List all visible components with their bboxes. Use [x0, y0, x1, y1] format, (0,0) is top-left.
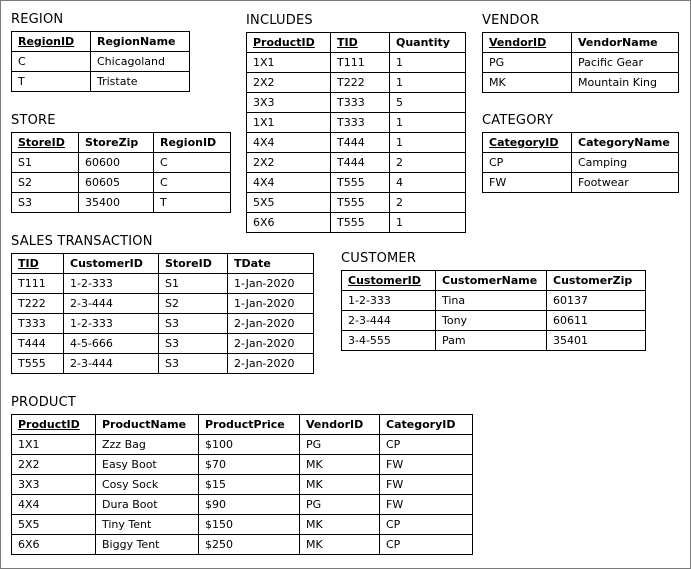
table-cell: 60137 [547, 291, 646, 311]
table-cell: Footwear [572, 173, 679, 193]
table-row [12, 535, 473, 555]
table-cell: T444 [331, 133, 390, 153]
table-cell: 2-3-444 [64, 294, 159, 314]
header-row [12, 32, 190, 52]
table-title: REGION [11, 12, 64, 27]
table-cell: FW [380, 455, 473, 475]
table-row [12, 193, 231, 213]
table-row [247, 213, 466, 233]
table-row [12, 173, 231, 193]
table-cell: 1 [390, 213, 466, 233]
table-row [12, 435, 473, 455]
header-row [12, 415, 473, 435]
table-cell: 2X2 [247, 73, 331, 93]
table-cell: T444 [331, 153, 390, 173]
table-cell: T555 [12, 354, 64, 374]
table-cell: 1 [390, 73, 466, 93]
table-cell: S2 [159, 294, 228, 314]
header-row [483, 133, 679, 153]
table-row [342, 291, 646, 311]
sales-transaction-block [11, 234, 314, 374]
table-cell: 60605 [79, 173, 154, 193]
table-cell: S1 [12, 153, 79, 173]
table-cell: Mountain King [572, 73, 679, 93]
table-row [483, 153, 679, 173]
table-row [12, 294, 314, 314]
column-header: CustomerID [64, 254, 159, 274]
header-row [483, 33, 679, 53]
table-row [247, 173, 466, 193]
column-header: VendorID [483, 33, 572, 53]
table-cell: Camping [572, 153, 679, 173]
table-cell: 1X1 [247, 113, 331, 133]
column-header: CategoryName [572, 133, 679, 153]
column-header: CategoryID [483, 133, 572, 153]
column-header: ProductName [96, 415, 199, 435]
table-cell: S3 [159, 354, 228, 374]
table-cell: Tiny Tent [96, 515, 199, 535]
table-cell: 35400 [79, 193, 154, 213]
column-header: TDate [228, 254, 314, 274]
table-cell: T444 [12, 334, 64, 354]
table-cell: S3 [159, 334, 228, 354]
column-header: ProductID [12, 415, 96, 435]
table-row [483, 173, 679, 193]
table-cell: S2 [12, 173, 79, 193]
table-cell: Pam [436, 331, 547, 351]
table-cell: Pacific Gear [572, 53, 679, 73]
table-row [247, 113, 466, 133]
region-table [11, 31, 190, 92]
column-header: CategoryID [380, 415, 473, 435]
table-cell: 4 [390, 173, 466, 193]
vendor-block [482, 13, 679, 93]
table-cell: 2-Jan-2020 [228, 354, 314, 374]
table-cell: 1-2-333 [64, 274, 159, 294]
table-cell: 2-Jan-2020 [228, 314, 314, 334]
table-cell: T222 [331, 73, 390, 93]
column-header: Quantity [390, 33, 466, 53]
header-row [247, 33, 466, 53]
column-header: VendorName [572, 33, 679, 53]
product-table [11, 414, 473, 555]
table-cell: 3X3 [247, 93, 331, 113]
table-row [12, 495, 473, 515]
table-cell: T [154, 193, 231, 213]
table-cell: 1X1 [12, 435, 96, 455]
table-cell: $15 [199, 475, 300, 495]
table-cell: 1-Jan-2020 [228, 274, 314, 294]
category-table [482, 132, 679, 193]
table-cell: PG [300, 435, 380, 455]
table-cell: 60611 [547, 311, 646, 331]
table-cell: 1 [390, 113, 466, 133]
sales-transaction-table [11, 253, 314, 374]
table-cell: Tristate [91, 72, 190, 92]
includes-block [246, 13, 466, 233]
table-cell: PG [483, 53, 572, 73]
table-row [12, 334, 314, 354]
table-row [12, 52, 190, 72]
product-block [11, 395, 473, 555]
table-cell: T111 [12, 274, 64, 294]
table-cell: 4X4 [247, 133, 331, 153]
table-row [12, 455, 473, 475]
header-row [342, 271, 646, 291]
table-row [247, 133, 466, 153]
table-cell: 2-3-444 [64, 354, 159, 374]
table-cell: 2X2 [12, 455, 96, 475]
column-header: TID [331, 33, 390, 53]
table-cell: Dura Boot [96, 495, 199, 515]
table-cell: C [154, 153, 231, 173]
table-cell: T111 [331, 53, 390, 73]
table-cell: CP [380, 535, 473, 555]
customer-table [341, 270, 646, 351]
table-title: INCLUDES [246, 13, 313, 28]
table-cell: 3X3 [12, 475, 96, 495]
table-title: PRODUCT [11, 395, 77, 410]
table-cell: Easy Boot [96, 455, 199, 475]
table-cell: T333 [331, 93, 390, 113]
table-row [247, 153, 466, 173]
column-header: CustomerName [436, 271, 547, 291]
table-row [12, 354, 314, 374]
table-title: STORE [11, 113, 56, 128]
table-cell: 35401 [547, 331, 646, 351]
table-cell: $90 [199, 495, 300, 515]
table-cell: T555 [331, 213, 390, 233]
table-cell: 2-3-444 [342, 311, 436, 331]
table-cell: T333 [12, 314, 64, 334]
table-row [247, 73, 466, 93]
table-cell: 4X4 [12, 495, 96, 515]
store-table [11, 132, 231, 213]
table-cell: CP [380, 435, 473, 455]
table-cell: CP [380, 515, 473, 535]
table-row [247, 53, 466, 73]
table-cell: 1-Jan-2020 [228, 294, 314, 314]
table-title: CATEGORY [482, 113, 554, 128]
table-cell: 6X6 [12, 535, 96, 555]
table-cell: S1 [159, 274, 228, 294]
table-cell: 3-4-555 [342, 331, 436, 351]
table-cell: 60600 [79, 153, 154, 173]
table-cell: 2 [390, 193, 466, 213]
table-cell: $150 [199, 515, 300, 535]
table-cell: S3 [159, 314, 228, 334]
table-cell: MK [483, 73, 572, 93]
table-row [342, 331, 646, 351]
table-cell: 1 [390, 133, 466, 153]
vendor-table [482, 32, 679, 93]
table-row [483, 53, 679, 73]
table-cell: T555 [331, 193, 390, 213]
table-cell: Tina [436, 291, 547, 311]
table-cell: MK [300, 535, 380, 555]
table-cell: FW [380, 495, 473, 515]
customer-block [341, 251, 646, 351]
table-cell: T222 [12, 294, 64, 314]
column-header: StoreID [159, 254, 228, 274]
column-header: StoreZip [79, 133, 154, 153]
column-header: ProductID [247, 33, 331, 53]
table-cell: Cosy Sock [96, 475, 199, 495]
table-cell: $250 [199, 535, 300, 555]
table-row [12, 515, 473, 535]
column-header: CustomerID [342, 271, 436, 291]
table-cell: 2-Jan-2020 [228, 334, 314, 354]
table-title: VENDOR [482, 13, 540, 28]
table-row [12, 72, 190, 92]
column-header: RegionID [154, 133, 231, 153]
table-cell: Chicagoland [91, 52, 190, 72]
table-row [483, 73, 679, 93]
table-cell: 4-5-666 [64, 334, 159, 354]
category-block [482, 113, 679, 193]
table-cell: 1 [390, 53, 466, 73]
column-header: StoreID [12, 133, 79, 153]
column-header: ProductPrice [199, 415, 300, 435]
table-row [12, 153, 231, 173]
table-cell: FW [380, 475, 473, 495]
table-cell: T [12, 72, 91, 92]
table-cell: 2 [390, 153, 466, 173]
table-row [247, 93, 466, 113]
table-cell: MK [300, 455, 380, 475]
table-cell: $70 [199, 455, 300, 475]
region-block [11, 12, 190, 92]
table-row [342, 311, 646, 331]
table-cell: T333 [331, 113, 390, 133]
table-cell: T555 [331, 173, 390, 193]
table-row [12, 314, 314, 334]
table-cell: PG [300, 495, 380, 515]
table-row [12, 475, 473, 495]
table-cell: FW [483, 173, 572, 193]
table-cell: 5X5 [247, 193, 331, 213]
table-cell: CP [483, 153, 572, 173]
column-header: RegionName [91, 32, 190, 52]
table-cell: 1-2-333 [342, 291, 436, 311]
table-cell: C [12, 52, 91, 72]
table-cell: 1-2-333 [64, 314, 159, 334]
column-header: CustomerZip [547, 271, 646, 291]
table-row [12, 274, 314, 294]
table-cell: $100 [199, 435, 300, 455]
table-row [247, 193, 466, 213]
table-cell: MK [300, 515, 380, 535]
table-cell: MK [300, 475, 380, 495]
table-cell: 2X2 [247, 153, 331, 173]
table-cell: 6X6 [247, 213, 331, 233]
table-cell: 1X1 [247, 53, 331, 73]
store-block [11, 113, 231, 213]
table-title: SALES TRANSACTION [11, 234, 153, 249]
column-header: RegionID [12, 32, 91, 52]
table-cell: S3 [12, 193, 79, 213]
table-cell: Zzz Bag [96, 435, 199, 455]
table-cell: Tony [436, 311, 547, 331]
table-cell: 4X4 [247, 173, 331, 193]
includes-table [246, 32, 466, 233]
table-cell: 5X5 [12, 515, 96, 535]
column-header: TID [12, 254, 64, 274]
header-row [12, 133, 231, 153]
header-row [12, 254, 314, 274]
table-cell: Biggy Tent [96, 535, 199, 555]
table-cell: C [154, 173, 231, 193]
column-header: VendorID [300, 415, 380, 435]
table-title: CUSTOMER [341, 251, 417, 266]
table-cell: 5 [390, 93, 466, 113]
